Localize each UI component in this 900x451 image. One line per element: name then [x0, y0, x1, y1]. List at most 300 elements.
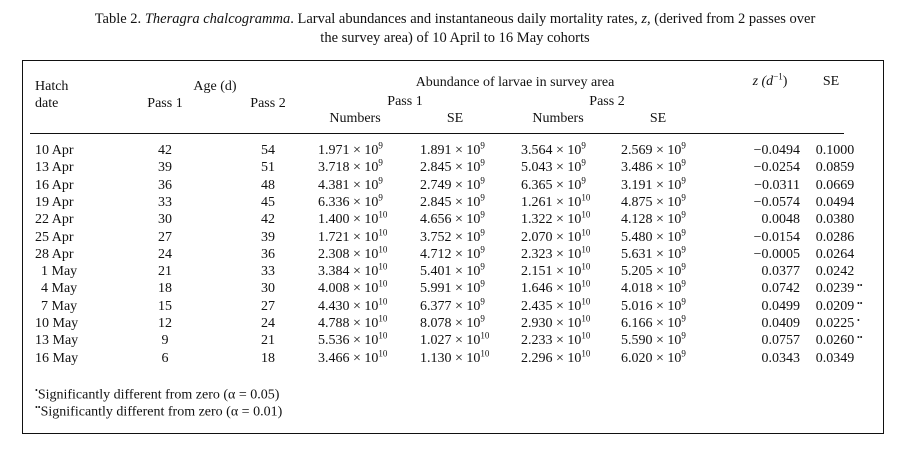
cell-age1: 21: [158, 264, 172, 280]
mantissa: 4.430: [318, 298, 350, 314]
cell-n1: [318, 313, 388, 332]
cell-sez: 0.0225: [815, 316, 855, 331]
times-ten: × 10: [556, 160, 582, 176]
times-ten: × 10: [556, 350, 582, 366]
exponent: 10: [378, 347, 388, 358]
cell-age1: 18: [158, 281, 172, 297]
times-ten: × 10: [455, 264, 481, 280]
times-ten: × 10: [353, 194, 379, 210]
mantissa: 8.078: [420, 316, 452, 331]
cell-n2: [521, 296, 591, 315]
header-abund-pass1: Pass 1: [387, 94, 423, 109]
exponent: 9: [681, 192, 686, 203]
cell-se1: [420, 209, 485, 228]
times-ten: × 10: [353, 350, 379, 366]
mantissa: 4.008: [318, 281, 350, 297]
exponent: 9: [378, 192, 383, 203]
times-ten: × 10: [455, 212, 481, 228]
mantissa: 5.631: [621, 246, 653, 262]
cell-age1: 27: [158, 229, 172, 245]
cell-z: −0.0574: [753, 194, 800, 210]
mantissa: 2.845: [420, 160, 452, 176]
cell-se2: [621, 244, 686, 263]
header-se-z: SE: [822, 74, 840, 89]
times-ten: × 10: [353, 160, 379, 176]
exponent: 10: [581, 347, 591, 358]
mantissa: 5.016: [621, 298, 653, 314]
exponent: 9: [681, 226, 686, 237]
mantissa: 6.166: [621, 316, 653, 331]
times-ten: × 10: [656, 281, 682, 297]
mantissa: 4.018: [621, 281, 653, 297]
mantissa: 2.233: [521, 333, 553, 349]
caption-line-1: [22, 10, 888, 29]
cell-sez: 0.0669: [815, 177, 855, 193]
header-hatch-1: Hatch: [35, 79, 69, 94]
header-z-close: ): [782, 74, 788, 89]
times-ten: × 10: [455, 177, 481, 193]
times-ten: × 10: [353, 281, 379, 297]
mantissa: 1.261: [521, 194, 553, 210]
footnote-2: [35, 400, 282, 421]
exponent: 9: [681, 347, 686, 358]
exponent: 9: [480, 296, 485, 307]
cell-z: −0.0005: [753, 246, 800, 262]
cell-sez: 0.0242: [815, 264, 855, 280]
cell-se1: [420, 296, 485, 315]
mantissa: 2.323: [521, 246, 553, 262]
cell-date: 19 Apr: [35, 194, 74, 210]
exponent: 9: [480, 174, 485, 185]
cell-sez: 0.0209: [815, 298, 855, 314]
cell-date: 7 May: [41, 298, 78, 314]
times-ten: × 10: [556, 177, 582, 193]
exponent: 10: [378, 244, 388, 255]
mantissa: 1.891: [420, 143, 452, 158]
mantissa: 2.845: [420, 194, 452, 210]
cell-age2: 45: [261, 194, 275, 210]
times-ten: × 10: [656, 229, 682, 245]
cell-n2: [521, 278, 591, 297]
header-abundance: Abundance of larvae in survey area: [415, 75, 615, 90]
times-ten: × 10: [353, 143, 379, 158]
cell-n1: [318, 140, 383, 159]
mantissa: 3.752: [420, 229, 452, 245]
mantissa: 3.564: [521, 143, 553, 158]
mantissa: 5.401: [420, 264, 452, 280]
mantissa: 5.536: [318, 333, 350, 349]
exponent: 9: [581, 174, 586, 185]
cell-sez: 0.1000: [815, 143, 855, 158]
times-ten: × 10: [455, 246, 481, 262]
footnote-1-text: Significantly different from zero (α = 0.05): [37, 387, 280, 403]
cell-n2: [521, 157, 586, 176]
cell-n1: [318, 226, 388, 246]
exponent: 9: [581, 140, 586, 151]
times-ten: × 10: [556, 143, 582, 158]
exponent: 9: [480, 209, 485, 220]
table-row: [0, 347, 900, 367]
cell-age1: 33: [158, 194, 172, 210]
times-ten: × 10: [656, 194, 682, 210]
mantissa: 1.721: [318, 229, 350, 245]
header-z-text: z (d: [752, 74, 774, 89]
cell-se2: [621, 209, 686, 228]
mantissa: 1.971: [318, 143, 350, 158]
cell-se1: [420, 140, 485, 159]
table-row: [0, 313, 900, 332]
exponent: 9: [378, 157, 383, 168]
cell-z: 0.0343: [761, 350, 800, 366]
exponent: 9: [681, 330, 686, 341]
times-ten: × 10: [556, 264, 582, 280]
exponent: 10: [581, 261, 591, 272]
mantissa: 3.384: [318, 264, 350, 280]
times-ten: × 10: [353, 298, 379, 314]
cell-age2: 51: [261, 160, 275, 176]
mantissa: 2.930: [521, 316, 553, 331]
cell-n1: [318, 347, 388, 367]
cell-se1: [420, 261, 485, 280]
exponent: 9: [480, 226, 485, 237]
cell-sez: 0.0264: [815, 246, 855, 262]
exponent: 9: [681, 278, 686, 289]
times-ten: × 10: [656, 333, 682, 349]
cell-se1: [420, 244, 485, 263]
mantissa: 5.043: [521, 160, 553, 176]
cell-age2: 39: [261, 229, 275, 245]
table-caption: [22, 10, 888, 48]
cell-date: 4 May: [41, 281, 78, 297]
cell-age2: 33: [261, 264, 275, 280]
exponent: 10: [378, 209, 388, 220]
exponent: 10: [378, 226, 388, 237]
exponent: 10: [581, 330, 591, 341]
exponent: 10: [581, 226, 591, 237]
times-ten: × 10: [455, 229, 481, 245]
cell-age2: 54: [261, 143, 275, 158]
cell-se2: [621, 261, 686, 280]
cell-se2: [621, 313, 686, 332]
caption-species: Theragra chalcogramma: [144, 11, 291, 27]
cell-se1: [420, 330, 490, 349]
cell-date: 16 Apr: [35, 177, 74, 193]
significance-mark: ••: [857, 281, 863, 291]
times-ten: × 10: [656, 350, 682, 366]
cell-n1: [318, 157, 383, 176]
mantissa: 1.322: [521, 212, 553, 228]
cell-se2: [621, 330, 686, 349]
header-abund-pass2: Pass 2: [589, 94, 625, 109]
header-age-pass1: Pass 1: [147, 96, 183, 111]
exponent: 9: [681, 157, 686, 168]
cell-age1: 24: [158, 246, 172, 262]
exponent: 9: [681, 313, 686, 324]
mantissa: 2.296: [521, 350, 553, 366]
cell-n2: [521, 330, 591, 349]
exponent: 9: [681, 296, 686, 307]
cell-age2: 18: [261, 350, 275, 366]
cell-se2: [621, 347, 686, 367]
cell-z: −0.0311: [754, 177, 800, 193]
exponent: 9: [681, 261, 686, 272]
mantissa: 1.130: [420, 350, 452, 366]
cell-z: 0.0499: [761, 298, 800, 314]
table-row: [0, 157, 900, 176]
cell-n2: [521, 140, 586, 159]
times-ten: × 10: [656, 298, 682, 314]
times-ten: × 10: [556, 246, 582, 262]
cell-n2: [521, 261, 591, 280]
cell-n1: [318, 192, 383, 211]
caption-z: z: [641, 11, 647, 27]
times-ten: × 10: [455, 160, 481, 176]
cell-z: 0.0377: [761, 264, 800, 280]
header-se-1: SE: [446, 111, 464, 126]
header-age: Age (d): [193, 79, 237, 94]
exponent: 9: [378, 174, 383, 185]
header-hatch-2: date: [35, 96, 59, 111]
mantissa: 5.991: [420, 281, 452, 297]
times-ten: × 10: [455, 316, 481, 331]
table-row: [0, 209, 900, 228]
caption-line-2: the survey area) of 10 April to 16 May cohorts: [320, 30, 590, 46]
cell-date: 13 May: [35, 333, 79, 349]
cell-se1: [420, 278, 485, 297]
times-ten: × 10: [556, 229, 582, 245]
cell-se2: [621, 174, 686, 194]
cell-se2: [621, 157, 686, 176]
cell-se1: [420, 347, 490, 367]
times-ten: × 10: [353, 316, 379, 331]
mantissa: 2.151: [521, 264, 553, 280]
mantissa: 5.590: [621, 333, 653, 349]
cell-z: −0.0494: [753, 143, 800, 158]
cell-sez: 0.0349: [815, 350, 855, 366]
mantissa: 5.205: [621, 264, 653, 280]
cell-date: 13 Apr: [35, 160, 74, 176]
cell-se2: [621, 192, 686, 211]
cell-se1: [420, 157, 485, 176]
times-ten: × 10: [556, 298, 582, 314]
cell-age1: 39: [158, 160, 172, 176]
cell-n2: [521, 174, 586, 194]
cell-age1: 42: [158, 143, 172, 158]
times-ten: × 10: [656, 246, 682, 262]
times-ten: × 10: [656, 143, 682, 158]
mantissa: 4.875: [621, 194, 653, 210]
exponent: 10: [480, 330, 490, 341]
times-ten: × 10: [556, 333, 582, 349]
cell-se2: [621, 296, 686, 315]
mantissa: 3.466: [318, 350, 350, 366]
times-ten: × 10: [353, 333, 379, 349]
cell-n2: [521, 313, 591, 332]
exponent: 9: [480, 140, 485, 151]
footnote-1-mark: •: [35, 386, 38, 395]
times-ten: × 10: [455, 281, 481, 297]
cell-se1: [420, 313, 485, 332]
cell-sez: 0.0380: [815, 212, 855, 228]
times-ten: × 10: [455, 333, 481, 349]
cell-date: 10 Apr: [35, 143, 74, 158]
header-age-pass2: Pass 2: [250, 96, 286, 111]
times-ten: × 10: [656, 264, 682, 280]
table-row: [0, 278, 900, 297]
times-ten: × 10: [556, 316, 582, 331]
exponent: 10: [581, 209, 591, 220]
cell-date: 22 Apr: [35, 212, 74, 228]
cell-date: 1 May: [41, 264, 78, 280]
cell-age1: 12: [158, 316, 172, 331]
cell-age2: 24: [261, 316, 275, 331]
cell-age1: 30: [158, 212, 172, 228]
cell-n2: [521, 192, 591, 211]
mantissa: 6.336: [318, 194, 350, 210]
caption-prefix: Table 2.: [94, 11, 145, 27]
significance-mark: ••: [857, 333, 863, 343]
exponent: 9: [681, 244, 686, 255]
exponent: 9: [480, 278, 485, 289]
cell-se1: [420, 174, 485, 194]
cell-se1: [420, 192, 485, 211]
exponent: 9: [480, 244, 485, 255]
exponent: 10: [581, 313, 591, 324]
cell-z: −0.0254: [753, 160, 800, 176]
table-row: [0, 244, 900, 263]
exponent: 10: [480, 347, 490, 358]
cell-n2: [521, 209, 591, 228]
mantissa: 4.128: [621, 212, 653, 228]
table-row: [0, 192, 900, 211]
cell-date: 25 Apr: [35, 229, 74, 245]
cell-n2: [521, 244, 591, 263]
cell-age1: 9: [161, 333, 169, 349]
header-z-exp: −1: [773, 71, 783, 82]
exponent: 10: [581, 192, 591, 203]
exponent: 10: [581, 278, 591, 289]
times-ten: × 10: [455, 350, 481, 366]
exponent: 9: [480, 192, 485, 203]
mantissa: 2.070: [521, 229, 553, 245]
mantissa: 3.718: [318, 160, 350, 176]
table-row: [0, 174, 900, 194]
header-numbers-2: Numbers: [532, 111, 584, 126]
mantissa: 1.646: [521, 281, 553, 297]
cell-sez: 0.0260: [815, 333, 855, 349]
cell-n1: [318, 330, 388, 349]
cell-z: 0.0409: [761, 316, 800, 331]
times-ten: × 10: [455, 194, 481, 210]
cell-age1: 36: [158, 177, 172, 193]
header-se-2: SE: [649, 111, 667, 126]
mantissa: 2.308: [318, 246, 350, 262]
cell-date: 28 Apr: [35, 246, 74, 262]
mantissa: 3.486: [621, 160, 653, 176]
mantissa: 1.400: [318, 212, 350, 228]
cell-age2: 48: [261, 177, 275, 193]
times-ten: × 10: [656, 177, 682, 193]
cell-n1: [318, 261, 388, 280]
cell-z: 0.0742: [761, 281, 800, 297]
cell-n2: [521, 226, 591, 246]
header-z: [735, 71, 805, 90]
cell-date: 10 May: [35, 316, 79, 331]
table-row: [0, 140, 900, 159]
cell-age1: 15: [158, 298, 172, 314]
exponent: 10: [378, 330, 388, 341]
cell-age2: 42: [261, 212, 275, 228]
exponent: 10: [581, 296, 591, 307]
cell-sez: 0.0239: [815, 281, 855, 297]
mantissa: 3.191: [621, 177, 653, 193]
exponent: 10: [378, 261, 388, 272]
mantissa: 4.788: [318, 316, 350, 331]
cell-age2: 30: [261, 281, 275, 297]
cell-n2: [521, 347, 591, 367]
significance-mark: •: [857, 316, 860, 325]
times-ten: × 10: [556, 194, 582, 210]
cell-z: −0.0154: [753, 229, 800, 245]
mantissa: 6.365: [521, 177, 553, 193]
exponent: 9: [480, 313, 485, 324]
table-row: [0, 226, 900, 246]
cell-sez: 0.0286: [815, 229, 855, 245]
exponent: 9: [681, 174, 686, 185]
exponent: 9: [480, 157, 485, 168]
mantissa: 4.712: [420, 246, 452, 262]
exponent: 9: [480, 261, 485, 272]
header-rule: [30, 133, 844, 134]
cell-se2: [621, 226, 686, 246]
cell-se1: [420, 226, 485, 246]
mantissa: 6.020: [621, 350, 653, 366]
exponent: 9: [378, 140, 383, 151]
mantissa: 6.377: [420, 298, 452, 314]
exponent: 10: [378, 278, 388, 289]
cell-sez: 0.0859: [815, 160, 855, 176]
cell-se2: [621, 140, 686, 159]
cell-age2: 27: [261, 298, 275, 314]
caption-text-b: , (derived from 2 passes over: [646, 11, 816, 27]
caption-text-a: . Larval abundances and instantaneous daily mortality rates,: [290, 11, 642, 27]
table-row: [0, 261, 900, 280]
cell-z: 0.0048: [761, 212, 800, 228]
mantissa: 4.656: [420, 212, 452, 228]
cell-n1: [318, 244, 388, 263]
footnote-2-text: Significantly different from zero (α = 0.01): [40, 404, 283, 420]
times-ten: × 10: [556, 281, 582, 297]
times-ten: × 10: [455, 143, 481, 158]
cell-se2: [621, 278, 686, 297]
times-ten: × 10: [353, 177, 379, 193]
table-row: [0, 296, 900, 315]
exponent: 10: [378, 296, 388, 307]
times-ten: × 10: [656, 160, 682, 176]
cell-n1: [318, 296, 388, 315]
times-ten: × 10: [656, 212, 682, 228]
cell-n1: [318, 174, 383, 194]
times-ten: × 10: [353, 246, 379, 262]
header-numbers-1: Numbers: [329, 111, 381, 126]
exponent: 10: [378, 313, 388, 324]
mantissa: 2.569: [621, 143, 653, 158]
mantissa: 1.027: [420, 333, 452, 349]
cell-age2: 36: [261, 246, 275, 262]
exponent: 9: [681, 140, 686, 151]
cell-date: 16 May: [35, 350, 79, 366]
times-ten: × 10: [353, 229, 379, 245]
